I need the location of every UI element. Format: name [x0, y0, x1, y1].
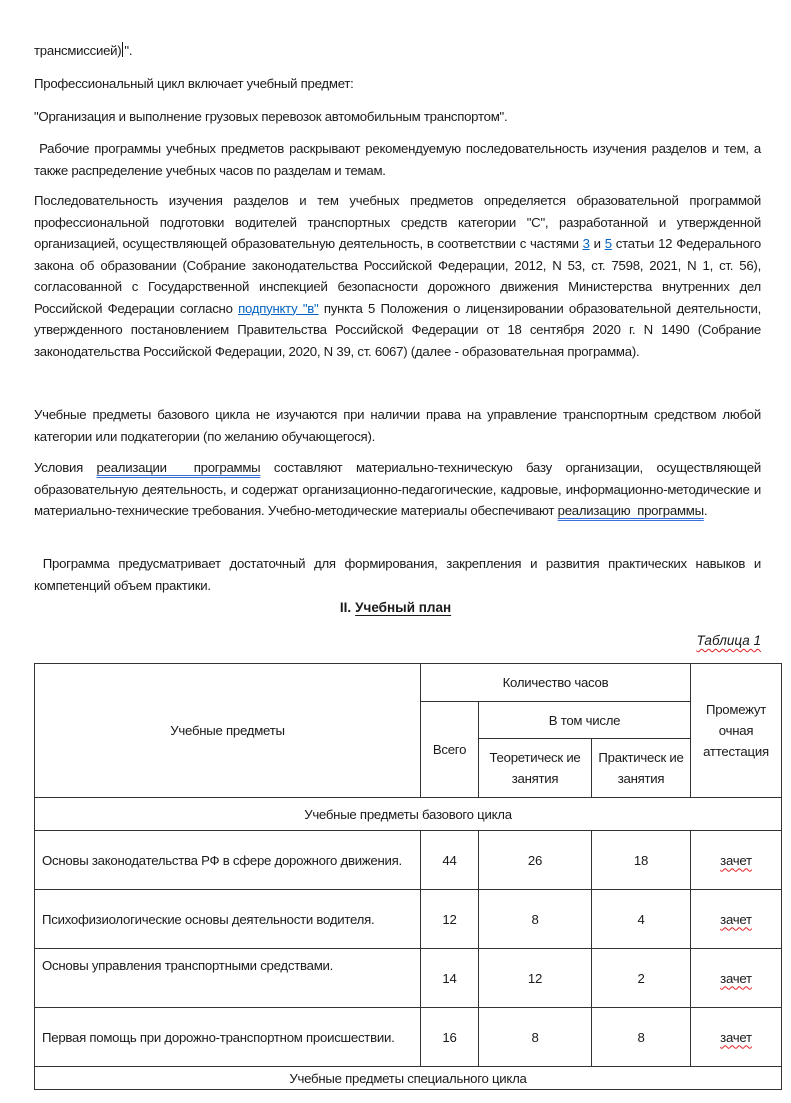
- cell-total: 14: [421, 949, 479, 1008]
- header-attestation: Промежут очная аттестация: [691, 664, 782, 798]
- cell-theory: 8: [479, 890, 592, 949]
- cell-attestation: зачет: [691, 949, 782, 1008]
- cell-attestation: зачет: [691, 831, 782, 890]
- cell-practice: 2: [592, 949, 691, 1008]
- paragraph-sequence[interactable]: Последовательность изучения разделов и тем учебных предметов определяется образовательной программой профессиональной подготовки водителей транспортных средств категории "C", разработанной и утвержденной организацией, осуществляющей образовательную деятельность, в соответствии с частями 3 и 5 статьи 12 Федерального закона об образовании (Собрание законодательства Российской Федерации, 2012, N 53, ст. 7598, 2021, N 1, ст. 56), согласованной с Государственной инспекцией безопасности дорожного движения Министерства внутренних дел Российской Федерации согласно подпункту "в" пункта 5 Положения о лицензировании образовательной деятельности, утвержденного постановлением Правительства Российской Федерации от 18 сентября 2020 г. N 1490 (Собрание законодательства Российской Федерации, 2020, N 39, ст. 6067) (далее - образовательная программа).: [34, 193, 761, 359]
- header-practice: Практическ ие занятия: [592, 739, 691, 798]
- paragraph-work-programs[interactable]: Рабочие программы учебных предметов раскрывают рекомендуемую последовательность изучения разделов и тем, а также распределение учебных часов по разделам и темам.: [34, 141, 765, 178]
- link-subparagraph-v[interactable]: подпункту "в": [238, 300, 319, 316]
- cell-attestation: зачет: [691, 890, 782, 949]
- cell-subject: Первая помощь при дорожно-транспортном происшествии.: [35, 1008, 421, 1067]
- cell-subject: Основы управления транспортными средствами.: [35, 949, 421, 1008]
- paragraph-subject-title[interactable]: "Организация и выполнение грузовых перевозок автомобильным транспортом".: [34, 109, 508, 124]
- cell-theory: 8: [479, 1008, 592, 1067]
- curriculum-table: [34, 663, 782, 1090]
- paragraph-conditions[interactable]: Условия реализации программы составляют материально-техническую базу организации, осуществляющей образовательную деятельность, и содержат организационно-педагогические, кадровые, информационно-методические и материально-технические требования. Учебно-методические материалы обеспечивают реализацию программы.: [34, 460, 761, 518]
- cell-total: 12: [421, 890, 479, 949]
- section-heading: II. Учебный план: [339, 600, 452, 615]
- cell-theory: 12: [479, 949, 592, 1008]
- link-part-3[interactable]: 3: [582, 236, 590, 251]
- table-row: [35, 1008, 782, 1067]
- cell-practice: 18: [592, 831, 691, 890]
- cell-total: 44: [421, 831, 479, 890]
- table-row: [35, 831, 782, 890]
- table-row: [35, 949, 782, 1008]
- paragraph-base-cycle-note[interactable]: Учебные предметы базового цикла не изучаются при наличии права на управление транспортным средством любой категории или подкатегории (по желанию обучающегося).: [34, 407, 761, 444]
- section-row-special-cycle: Учебные предметы специального цикла: [35, 1067, 782, 1090]
- grammar-flag-1[interactable]: реализации программы: [96, 460, 261, 475]
- header-including: В том числе: [479, 702, 691, 739]
- grammar-flag-2[interactable]: реализацию программы: [557, 503, 704, 518]
- header-subjects: Учебные предметы: [35, 664, 421, 798]
- header-theory: Теоретическ ие занятия: [479, 739, 592, 798]
- table-row: [35, 890, 782, 949]
- paragraph-continuation[interactable]: трансмиссией) ".: [34, 43, 133, 58]
- cell-subject: Основы законодательства РФ в сфере дорожного движения.: [35, 831, 421, 890]
- cell-theory: 26: [479, 831, 592, 890]
- cell-practice: 8: [592, 1008, 691, 1067]
- table-caption: Таблица 1: [696, 633, 761, 648]
- cell-subject: Психофизиологические основы деятельности водителя.: [35, 890, 421, 949]
- header-hours: Количество часов: [421, 664, 691, 702]
- section-row-base-cycle: Учебные предметы базового цикла: [35, 798, 782, 831]
- header-total: Всего: [421, 702, 479, 798]
- cell-attestation: зачет: [691, 1008, 782, 1067]
- link-part-5[interactable]: 5: [604, 236, 612, 251]
- paragraph-professional-cycle[interactable]: Профессиональный цикл включает учебный предмет:: [34, 76, 354, 91]
- cell-practice: 4: [592, 890, 691, 949]
- cell-total: 16: [421, 1008, 479, 1067]
- paragraph-practice[interactable]: Программа предусматривает достаточный для формирования, закрепления и развития практических навыков и компетенций объем практики.: [34, 556, 765, 593]
